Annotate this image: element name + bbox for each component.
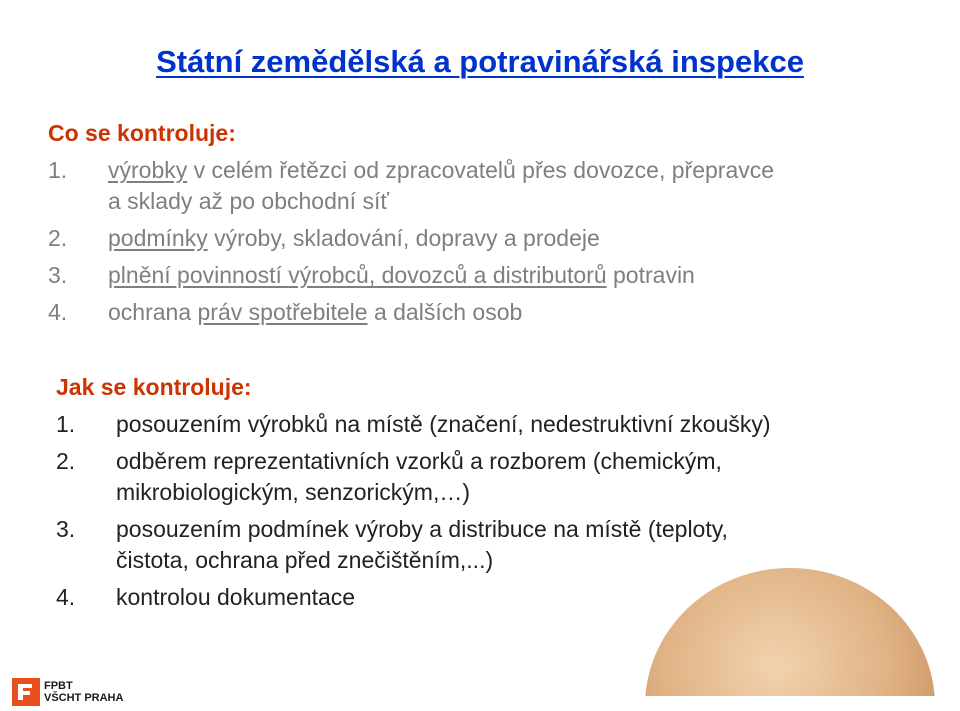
list-item	[48, 297, 928, 328]
item-text	[108, 155, 928, 217]
item-number: 3.	[48, 262, 68, 288]
egg-image	[640, 556, 940, 696]
item-underlined: práv spotřebitele	[197, 299, 368, 325]
item-text: kontrolou dokumentace	[116, 584, 356, 610]
item-rest: v celém řetězci od zpracovatelů přes dovozce, přepravce	[187, 157, 775, 183]
item-line2: mikrobiologickým, senzorickým,…)	[116, 479, 471, 505]
item-number: 4.	[56, 584, 76, 610]
list-item	[48, 260, 928, 291]
fpbt-logo	[12, 678, 162, 708]
item-underlined: podmínky	[108, 225, 208, 251]
section-heading-what: Co se kontroluje:	[48, 120, 236, 146]
item-line2: čistota, ochrana před znečištěním,...)	[116, 547, 494, 573]
item-number: 1.	[48, 157, 68, 183]
section-heading-how: Jak se kontroluje:	[56, 374, 252, 400]
slide-title: Státní zemědělská a potravinářská inspekce	[156, 44, 804, 79]
item-line1: posouzením podmínek výroby a distribuce na místě (teploty,	[116, 516, 728, 542]
item-number: 2.	[56, 448, 76, 474]
item-rest: výroby, skladování, dopravy a prodeje	[207, 225, 600, 251]
list-item	[56, 409, 936, 440]
logo-line2: VŠCHT PRAHA	[44, 692, 124, 704]
item-line2: a sklady až po obchodní síť	[108, 188, 389, 214]
item-text	[108, 260, 928, 291]
section-what-is-checked	[48, 118, 928, 334]
item-text	[108, 223, 928, 254]
item-text: posouzením výrobků na místě (značení, nedestruktivní zkoušky)	[116, 411, 771, 437]
list-item	[48, 223, 928, 254]
item-pre: ochrana	[108, 299, 198, 325]
item-underlined: výrobky	[108, 157, 188, 183]
logo-mark-icon	[12, 678, 40, 706]
item-text	[108, 297, 928, 328]
item-number: 1.	[56, 411, 76, 437]
list-item	[48, 155, 928, 217]
item-number: 4.	[48, 299, 68, 325]
item-rest: potravin	[606, 262, 695, 288]
egg-shape	[645, 568, 935, 696]
logo-line1: FPBT	[44, 680, 73, 692]
item-underlined: plnění povinností výrobců, dovozců a distributorů	[108, 262, 607, 288]
list-item	[56, 446, 936, 508]
item-line1: odběrem reprezentativních vzorků a rozborem (chemickým,	[116, 448, 722, 474]
item-rest: a dalších osob	[367, 299, 523, 325]
item-number: 2.	[48, 225, 68, 251]
item-number: 3.	[56, 516, 76, 542]
logo-text	[44, 680, 123, 704]
item-text	[116, 446, 936, 508]
